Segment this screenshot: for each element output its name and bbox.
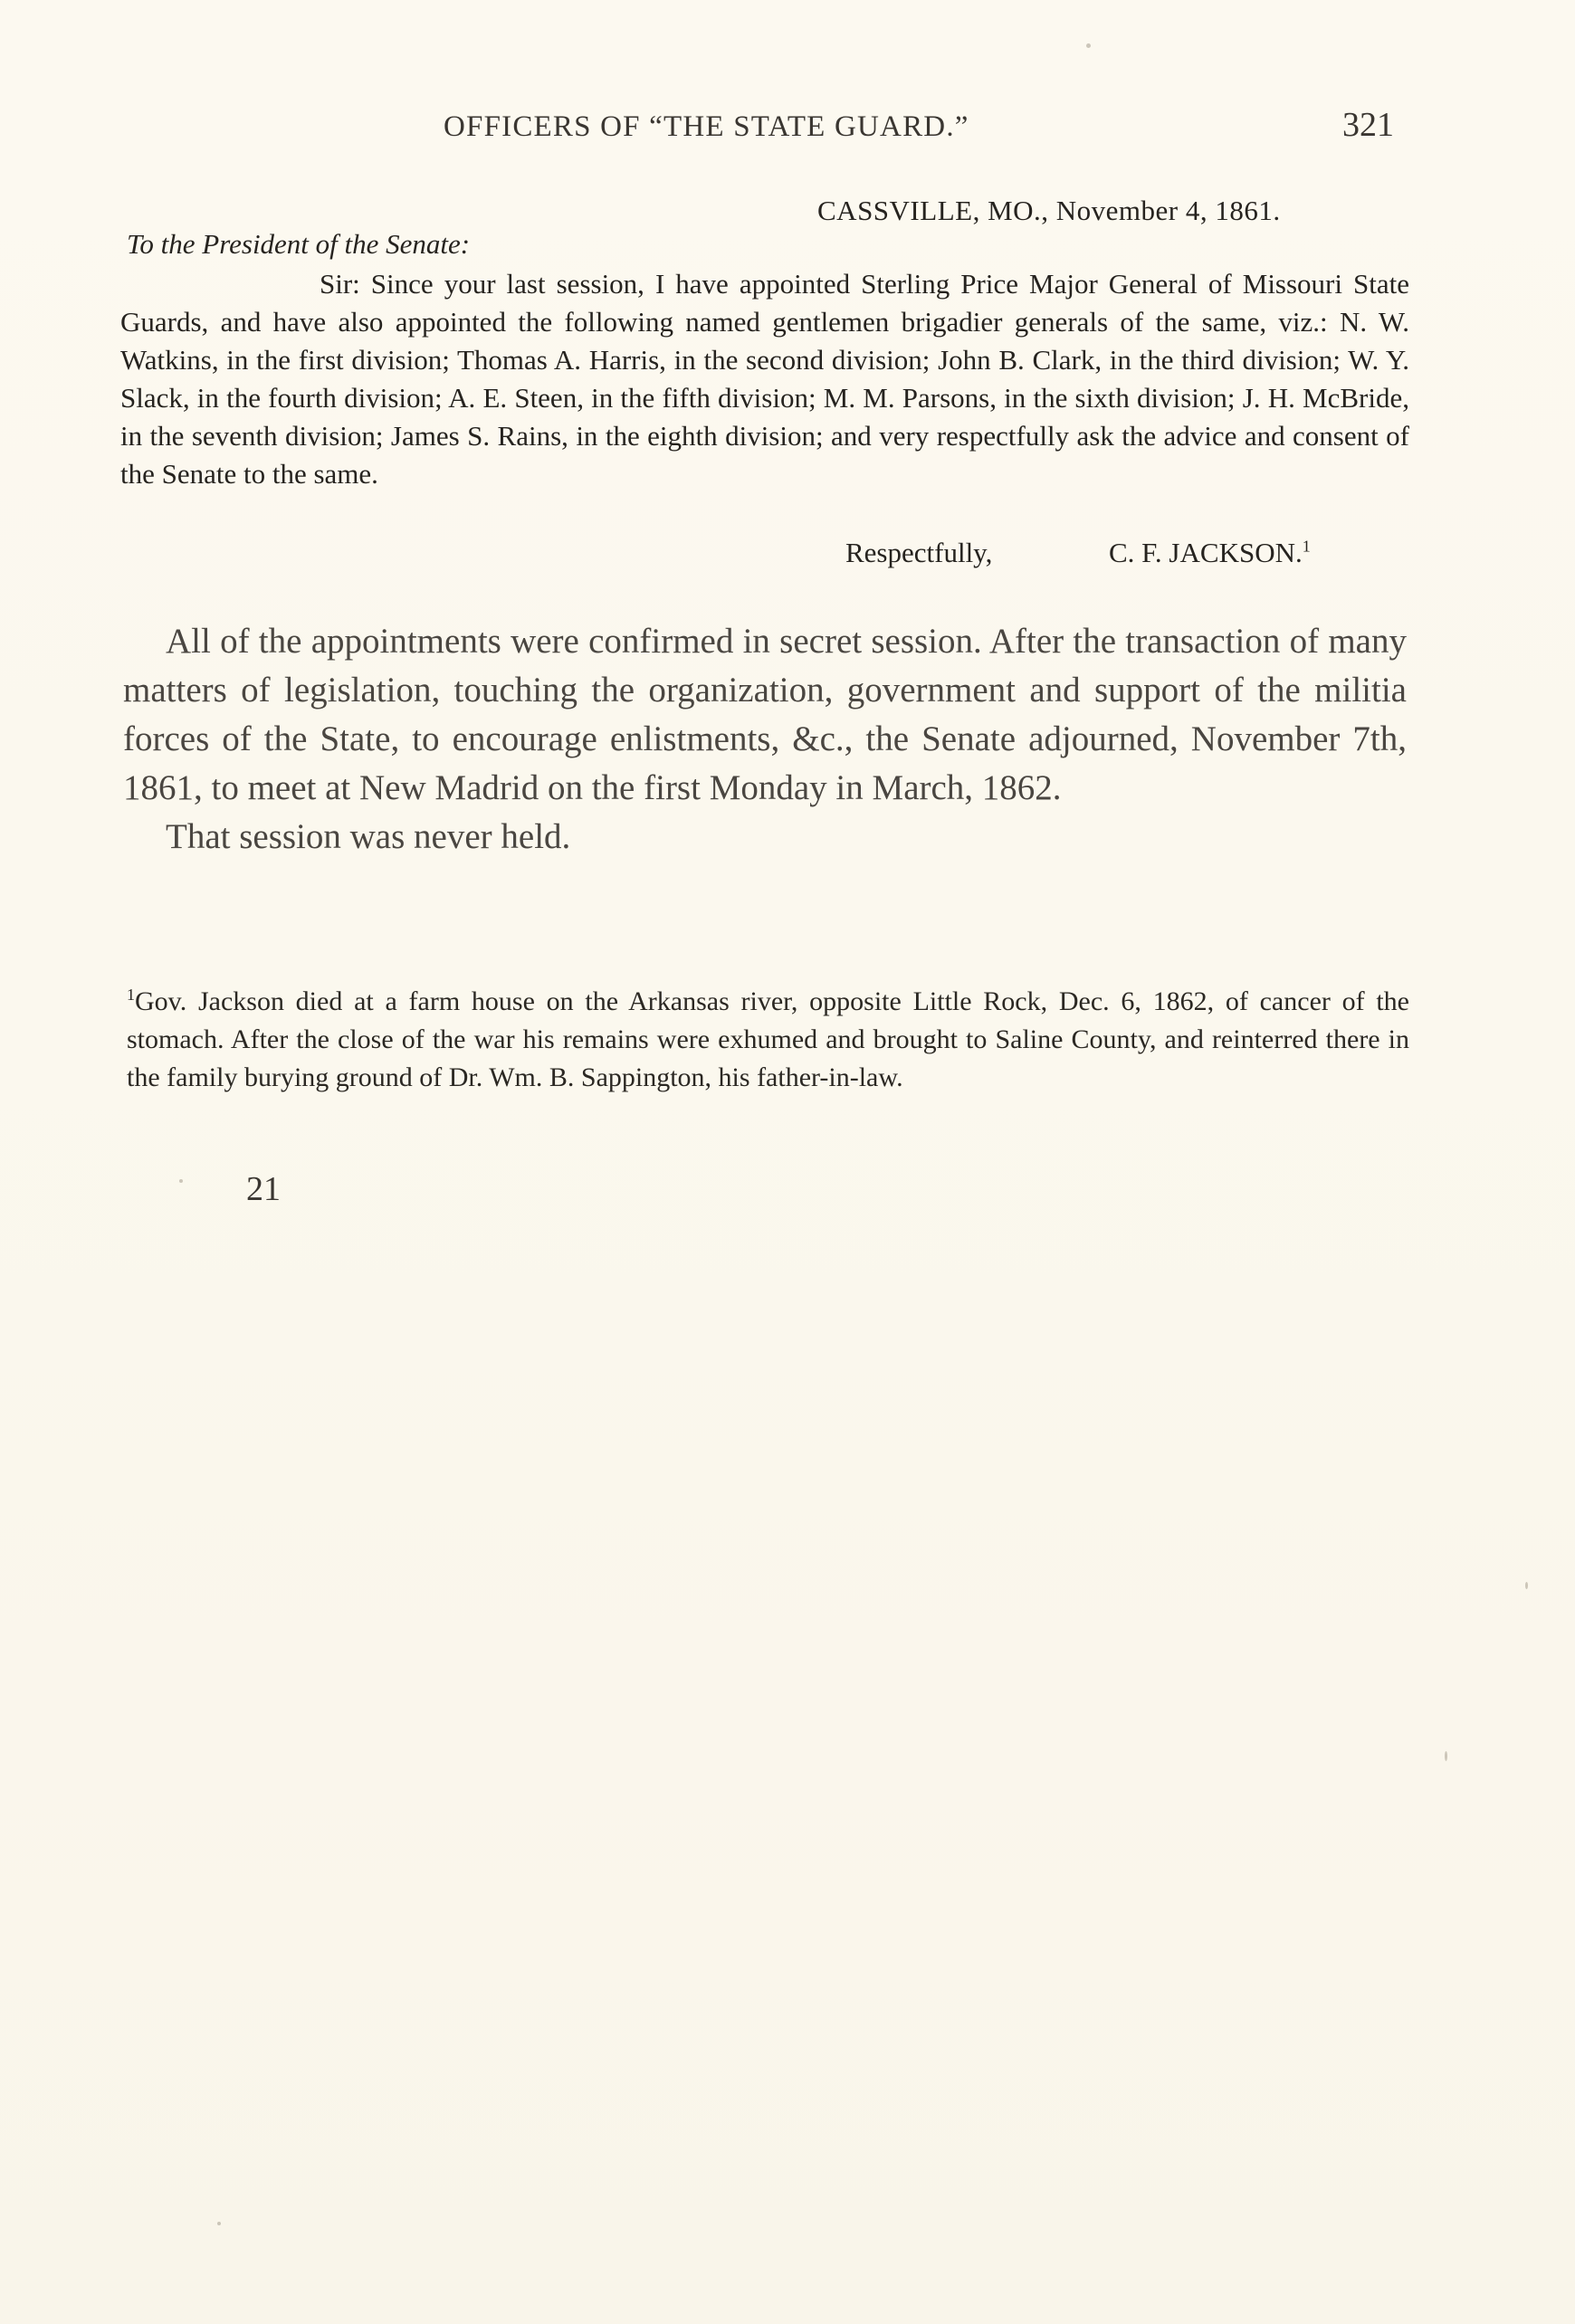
footnote [127, 983, 1409, 1097]
letter-body: Sir: Since your last session, I have appointed Sterling Price Major General of Missouri State Guards, and have also appointed the following named gentlemen brigadier generals of the same, viz.: N. W. Watkins, in the first division; Thomas A. Harris, in the second division; John B. Clark, in the third division; W. Y. Slack, in the fourth division; A. E. Steen, in the fifth division; M. M. Parsons, in the sixth division; J. H. McBride, in the seventh division; James S. Rains, in the eighth division; and very respectfully ask the advice and consent of the Senate to the same. [120, 268, 1409, 490]
paper-speck [217, 2222, 221, 2225]
paper-speck [1086, 43, 1091, 48]
footnote-marker: 1 [127, 986, 135, 1004]
running-head: OFFICERS OF “THE STATE GUARD.” [444, 110, 969, 143]
footnote-reference: 1 [1302, 537, 1311, 556]
page-number: 321 [1342, 106, 1394, 144]
letter-dateline: CASSVILLE, MO., November 4, 1861. [817, 195, 1281, 226]
signature-name: C. F. JACKSON. [1109, 537, 1303, 568]
paper-speck [1445, 1751, 1447, 1761]
footnote-text: Gov. Jackson died at a farm house on the Arkansas river, opposite Little Rock, Dec. 6, 1862, of cancer of the stomach. After the close of the war his remains were exhumed and brought to Saline County, and reinterred there in the family burying ground of Dr. Wm. B. Sappington, his father-in-law. [127, 986, 1409, 1092]
letter-signature [1109, 534, 1311, 572]
main-paragraph-1: All of the appointments were confirmed in secret session. After the transaction of many matters of legislation, touching the organization, government and support of the militia forces of the State, to encourage enlistments, &c., the Senate adjourned, November 7th, 1861, to meet at New Madrid on the first Monday in March, 1862. [123, 622, 1407, 807]
paper-speck [1525, 1582, 1528, 1589]
main-paragraph-2: That session was never held. [166, 817, 571, 856]
main-text [123, 617, 1407, 862]
paper-speck [179, 1179, 183, 1183]
letter-closing: Respectfully, [845, 537, 993, 568]
letter-salutation: To the President of the Senate: [127, 228, 471, 260]
signature-mark: 21 [246, 1170, 281, 1208]
